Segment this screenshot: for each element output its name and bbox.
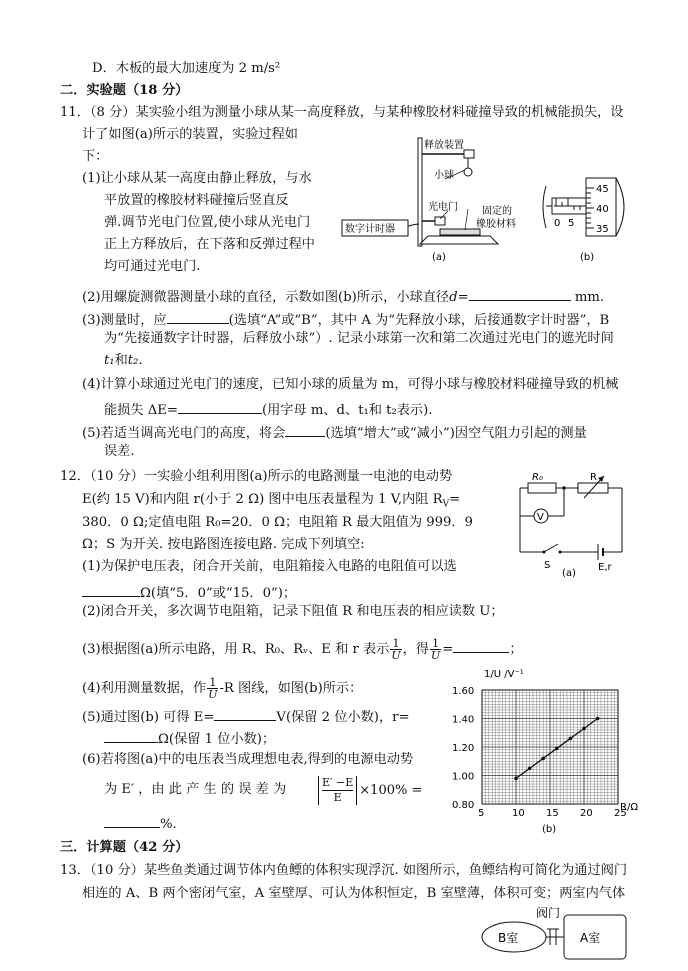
- q12-r-blank[interactable]: [104, 728, 158, 743]
- frac-den: U: [391, 649, 401, 662]
- x-tick-label: 25: [614, 808, 627, 819]
- error-percent: ×100% =: [359, 782, 423, 798]
- q12-rv-sub: V: [442, 499, 450, 510]
- y-tick-label: 0.80: [452, 800, 475, 811]
- chart-xlabel: R/Ω: [620, 802, 638, 813]
- q11-step4-hint: (用字母 m、d、t₁和 t₂表示).: [261, 403, 433, 418]
- q13-line1: 13．（10 分）某些鱼类通过调节体内鱼鳔的体积实现浮沉. 如图所示，鱼鳔结构可简化为通过阀门: [60, 863, 628, 878]
- q11-step2-eq: =: [457, 290, 469, 305]
- q11-and: 和: [114, 353, 128, 368]
- q11-step5-c: 误差.: [104, 444, 135, 459]
- q11-line2: 计了如图(a)所示的装置，实验过程如: [82, 127, 298, 142]
- q11-step2-var: d: [449, 290, 458, 305]
- q12-line4: Ω；S 为开关. 按电路图连接电路. 完成下列填空:: [82, 537, 365, 552]
- x-tick-label: 10: [512, 808, 525, 819]
- q12-step1-a: (1)为保护电压表，闭合开关前，电阻箱接入电路的电阻值可以选: [82, 559, 457, 574]
- frac2-num: 1: [430, 638, 441, 650]
- figure-11a-caption: (a): [432, 252, 446, 263]
- micrometer-0: 0: [554, 218, 561, 229]
- y-tick-label: 1.00: [452, 771, 475, 783]
- label-room-b: B室: [498, 931, 519, 945]
- q11-t1: t₁: [104, 353, 115, 368]
- section-title-experiments: 二．实验题（18 分）: [60, 83, 189, 98]
- q12-line1: 12．（10 分）一实验小组利用图(a)所示的电路测量一电池的电动势: [60, 469, 453, 484]
- q12-step4: [82, 676, 362, 702]
- label-room-a: A室: [580, 931, 601, 945]
- label-photogate: 光电门: [428, 202, 458, 213]
- q11-step5-a: [82, 422, 587, 442]
- x-tick-label: 15: [546, 808, 559, 819]
- q12-step6-lead: 为 E′ ，由 此 产 生 的 误 差 为: [104, 782, 287, 797]
- q12-emf-blank[interactable]: [214, 706, 276, 721]
- label-valve: 阀门: [536, 906, 561, 920]
- fraction-1-over-u-2: [430, 638, 441, 661]
- q11-line1: 11．（8 分）某实验小组为测量小球从某一高度释放，与某种橡胶材料碰撞导致的机械能损失，设: [60, 105, 624, 120]
- q12-step2: (2)闭合开关，多次调节电阻箱，记录下阻值 R 和电压表的相应读数 U；: [82, 604, 504, 619]
- q12-step4-text: (4)利用测量数据，作: [82, 681, 207, 696]
- fraction-1-over-u-3: [207, 677, 218, 700]
- q11-step4-a: (4)计算小球通过光电门的速度，已知小球的质量为 m，可得小球与橡胶材料碰撞导致的机械: [82, 377, 619, 392]
- q12-step5-end: Ω(保留 1 位小数)；: [158, 732, 276, 747]
- error-abs: [318, 776, 357, 805]
- data-point: [596, 717, 600, 721]
- q12-step6-c: [104, 813, 177, 833]
- fraction-1-over-u: [390, 638, 401, 661]
- chart-caption: (b): [542, 824, 557, 835]
- q12-step1-options: Ω(填“5．0”或“15．0”)；: [140, 586, 297, 601]
- data-point: [555, 747, 559, 751]
- figure-11b-caption: (b): [580, 252, 595, 263]
- q11-step3-times: [104, 353, 143, 369]
- q11-order-blank[interactable]: [167, 309, 229, 324]
- frac2-den: U: [431, 649, 441, 662]
- x-tick-label: 5: [478, 808, 485, 819]
- q11-step3-options: (选填“A”或“B”，其中 A 为“先释放小球，后接通数字计时器”，B: [228, 313, 610, 328]
- label-rubber-1: 固定的: [482, 206, 512, 217]
- q11-step3-c: 为“先接通数字计时器，后释放小球”）. 记录小球第一次和第二次通过光电门的遮光时间: [104, 331, 614, 346]
- q11-step5-options: (选填“增大”或“减小”)因空气阻力引起的测量: [325, 426, 587, 441]
- q11-step1-e: 均可通过光电门.: [104, 259, 201, 274]
- data-point: [541, 757, 545, 761]
- q11-step4-lead: 能损失 ΔE=: [104, 403, 178, 418]
- q12-step5-b: [104, 728, 275, 748]
- q12-step1-b: [82, 582, 296, 602]
- frac3-den: U: [208, 688, 218, 701]
- q12-step6-b: [104, 782, 286, 798]
- label-rubber-2: 橡胶材料: [476, 219, 516, 230]
- error-den: E: [333, 790, 342, 804]
- q13-line2: 相连的 A、B 两个密闭气室，A 室壁厚、可认为体积恒定，B 室壁薄，体积可变；两室内气体: [82, 886, 626, 901]
- figure-12a-circuit: [500, 470, 640, 580]
- q12-step3-end: ；: [509, 642, 523, 657]
- micrometer-5: 5: [568, 218, 575, 229]
- q12-step6-a: (6)若将图(a)中的电压表当成理想电表,得到的电源电动势: [82, 752, 414, 767]
- figure-11b-micrometer: [542, 176, 642, 266]
- label-digital-timer: 数字计时器: [345, 224, 395, 235]
- q11-step1-c: 弹.调节光电门位置,使小球从光电门: [104, 215, 311, 230]
- voltmeter-label: V: [537, 512, 544, 523]
- chart-grid: [482, 690, 618, 804]
- q11-step4-b: [104, 399, 432, 419]
- frac-num: 1: [390, 638, 401, 650]
- q12-step6-end: %.: [160, 817, 177, 832]
- q12-step5-a: [82, 706, 410, 726]
- q11-step2-text: (2)用螺旋测微器测量小球的直径，示数如图(b)所示，小球直径: [82, 290, 450, 305]
- error-num: E′ −E: [322, 775, 354, 789]
- micrometer-35: 35: [596, 224, 609, 235]
- q12-resistance-blank[interactable]: [82, 582, 140, 597]
- q11-t2: t₂: [127, 353, 139, 368]
- data-point: [528, 767, 532, 771]
- figure-11a-apparatus: [340, 134, 520, 264]
- q12-line3: 380．0 Ω;定值电阻 R₀=20．0 Ω；电阻箱 R 最大阻值为 999．9: [82, 515, 473, 530]
- q11-energy-blank[interactable]: [178, 399, 262, 414]
- micrometer-45: 45: [596, 184, 609, 195]
- label-switch: S: [544, 560, 551, 571]
- q10-option-d: D．木板的最大加速度为 2 m/s²: [92, 61, 281, 76]
- chart-ylabel: 1/U /V⁻¹: [484, 669, 524, 680]
- q11-step5-lead: (5)若适当调高光电门的高度，将会: [82, 426, 286, 441]
- data-point: [569, 737, 573, 741]
- q12-error-expression: [318, 772, 422, 808]
- q12-step3-text: (3)根据图(a)所示电路，用 R、R₀、Rᵥ、E 和 r 表示: [82, 642, 390, 657]
- q11-step2-unit: mm.: [574, 290, 605, 305]
- data-point: [582, 727, 586, 731]
- q12-percent-blank[interactable]: [104, 813, 160, 828]
- label-battery: E,r: [598, 562, 612, 573]
- q12-formula-blank[interactable]: [453, 638, 509, 653]
- q12-line2-text: E(约 15 V)和内阻 r(小于 2 Ω) 图中电压表量程为 1 V,内阻 R: [82, 492, 443, 507]
- q11-dot: .: [138, 353, 143, 368]
- q11-step3-a: [82, 309, 609, 329]
- q12-step5-mid: V(保留 2 位小数)，r=: [276, 710, 410, 725]
- q12-step3-get: ，得: [402, 642, 429, 657]
- label-ball: 小球: [434, 170, 454, 181]
- y-tick-label: 1.60: [452, 686, 475, 697]
- y-tick-label: 1.20: [452, 743, 475, 754]
- frac3-num: 1: [207, 677, 218, 689]
- q12-line2: [82, 492, 460, 513]
- q12-step5-lead: (5)通过图(b) 可得 E=: [82, 710, 215, 725]
- label-r: R: [590, 472, 597, 483]
- label-release-device: 释放装置: [424, 140, 464, 151]
- figure-12b-chart: [448, 662, 648, 838]
- q12-line2-eq: =: [449, 492, 461, 507]
- q12-step4-rest: -R 图线，如图(b)所示：: [219, 681, 363, 696]
- q12-step3-eq: =: [442, 642, 454, 657]
- q12-step3: [82, 637, 523, 663]
- chart-axes: [452, 686, 627, 819]
- y-tick-label: 1.40: [452, 714, 475, 726]
- q11-error-blank[interactable]: [285, 422, 325, 437]
- micrometer-40: 40: [596, 204, 609, 215]
- data-point: [514, 777, 518, 781]
- figure-12a-caption: (a): [562, 568, 576, 579]
- x-tick-label: 20: [580, 808, 593, 819]
- q11-diameter-blank[interactable]: [469, 286, 571, 301]
- q11-step1-b: 平放置的橡胶材料碰撞后竖直反: [104, 193, 289, 208]
- q11-step2: [82, 286, 604, 306]
- section-title-calculation: 三．计算题（42 分）: [60, 840, 189, 855]
- figure-13-swim-bladder: [480, 905, 640, 969]
- q11-step3-lead: (3)测量时，应: [82, 313, 167, 328]
- q11-step1-a: (1)让小球从某一高度由静止释放，与水: [82, 171, 312, 186]
- q11-line3: 下：: [82, 149, 109, 164]
- label-r0: R₀: [532, 472, 543, 483]
- q11-step1-d: 正上方释放后，在下落和反弹过程中: [104, 237, 315, 252]
